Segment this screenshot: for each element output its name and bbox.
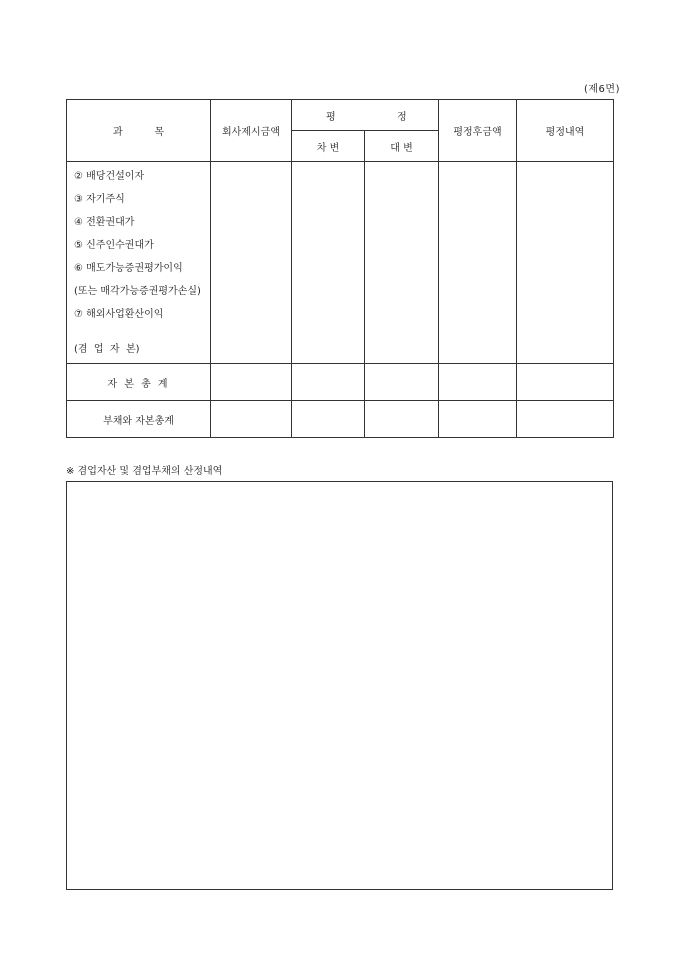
liab-total-credit-cell[interactable]	[365, 401, 439, 438]
calculation-details-box[interactable]	[66, 481, 613, 890]
subject-item: ④ 전환권대가	[74, 217, 135, 228]
header-evaluation	[292, 100, 439, 131]
header-subject: 과 목	[67, 100, 211, 162]
company-amount-cell[interactable]	[211, 162, 292, 364]
subject-item: ⑥ 매도가능증권평가이익	[74, 263, 183, 274]
header-eval-left: 평	[326, 112, 336, 123]
row-label-liab-capital-total: 부채와 자본총계	[67, 401, 211, 438]
capital-total-after-cell[interactable]	[439, 364, 517, 401]
subject-list-cell	[67, 162, 211, 364]
liab-total-debit-cell[interactable]	[292, 401, 365, 438]
debit-cell[interactable]	[292, 162, 365, 364]
subject-item: ⑤ 신주인수권대가	[74, 240, 154, 251]
subject-item-concurrent-capital: (겸 업 자 본)	[74, 344, 140, 355]
header-debit: 차 변	[292, 131, 365, 162]
header-eval-right: 정	[397, 112, 407, 123]
header-credit: 대 변	[365, 131, 439, 162]
header-eval-details: 평정내역	[517, 100, 614, 162]
capital-total-company-cell[interactable]	[211, 364, 292, 401]
capital-total-details-cell[interactable]	[517, 364, 614, 401]
row-label-capital-total: 자 본 총 계	[67, 364, 211, 401]
calculation-note-heading: ※ 겸업자산 및 겸업부채의 산정내역	[66, 466, 223, 477]
eval-details-cell[interactable]	[517, 162, 614, 364]
capital-total-credit-cell[interactable]	[365, 364, 439, 401]
header-after-eval: 평정후금액	[439, 100, 517, 162]
header-company-amount: 회사제시금액	[211, 100, 292, 162]
subject-item: ⑦ 해외사업환산이익	[74, 309, 164, 320]
after-eval-cell[interactable]	[439, 162, 517, 364]
liab-total-details-cell[interactable]	[517, 401, 614, 438]
page-number-label: (제6면)	[584, 84, 620, 95]
capital-total-debit-cell[interactable]	[292, 364, 365, 401]
subject-item: (또는 매각가능증권평가손실)	[74, 286, 201, 297]
subject-item: ③ 자기주식	[74, 194, 125, 205]
liab-total-after-cell[interactable]	[439, 401, 517, 438]
evaluation-table	[66, 99, 614, 438]
liab-total-company-cell[interactable]	[211, 401, 292, 438]
credit-cell[interactable]	[365, 162, 439, 364]
subject-item: ② 배당건설이자	[74, 171, 145, 182]
